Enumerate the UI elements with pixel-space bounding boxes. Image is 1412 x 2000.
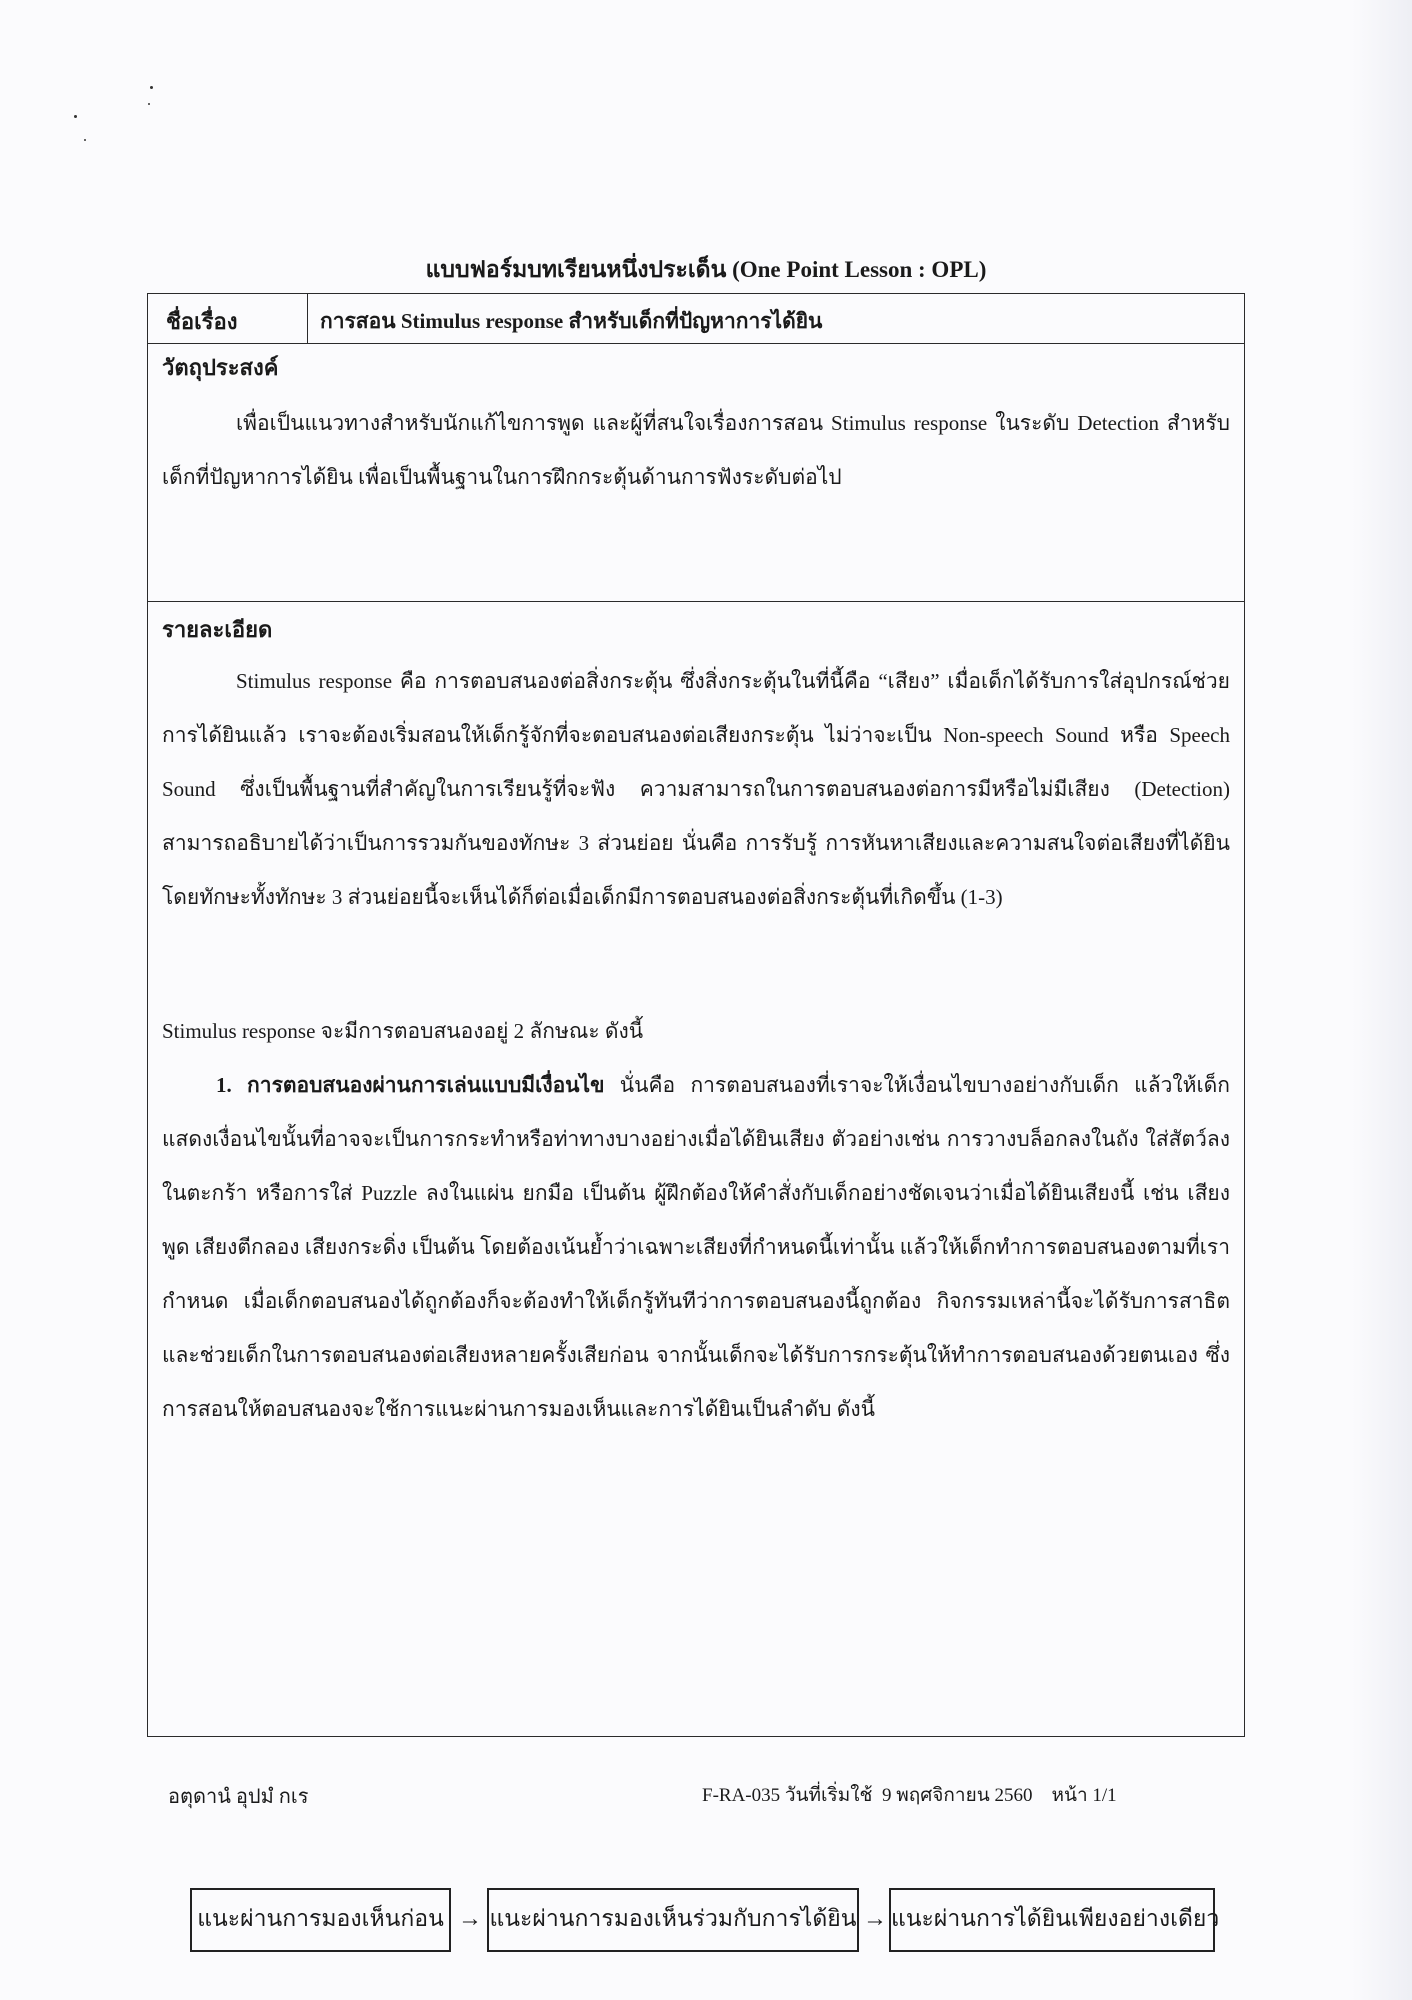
detail-heading: รายละเอียด xyxy=(162,617,273,642)
flow-step-visual: แนะผ่านการมองเห็นก่อน xyxy=(190,1888,451,1952)
arrow-right-icon: → xyxy=(458,1906,482,1932)
scan-speck xyxy=(148,103,150,105)
scan-shadow xyxy=(1352,0,1412,2000)
arrow-right-icon: → xyxy=(863,1906,887,1932)
cue-flow-diagram xyxy=(190,1888,1220,1952)
objective-text: เพื่อเป็นแนวทางสำหรับนักแก้ไขการพูด และผู้ที่สนใจเรื่องการสอน Stimulus response ในระดับ Detection สำหรับเด็กที่ปัญหาการได้ยิน เพื่อเป็นพื้นฐานในการฝึกกระตุ้นด้านการฟังระดับต่อไป xyxy=(162,411,1230,489)
footer-form-info: F-RA-035 วันที่เริ่มใช้ 9 พฤศจิกายน 2560 หน้า 1/1 xyxy=(702,1785,1117,1806)
flow-step-auditory-only: แนะผ่านการได้ยินเพียงอย่างเดียว xyxy=(889,1888,1215,1952)
topic-value: การสอน Stimulus response สำหรับเด็กที่ปัญหาการได้ยิน xyxy=(320,309,823,333)
topic-row xyxy=(148,294,1244,344)
scan-speck xyxy=(84,139,86,141)
detail-paragraph-1: Stimulus response คือ การตอบสนองต่อสิ่งกระตุ้น ซึ่งสิ่งกระตุ้นในที่นี้คือ “เสียง” เมื่อเด็กได้รับการใส่อุปกรณ์ช่วยการได้ยินแล้ว เราจะต้องเริ่มสอนให้เด็กรู้จักที่จะตอบสนองต่อเสียงกระตุ้น ไม่ว่าจะเป็น Non-speech Sound หรือ Speech Sound ซึ่งเป็นพื้นฐานที่สำคัญในการเรียนรู้ที่จะฟัง ความสามารถในการตอบสนองต่อการมีหรือไม่มีเสียง (Detection) สามารถอธิบายได้ว่าเป็นการรวมกันของทักษะ 3 ส่วนย่อย นั่นคือ การรับรู้ การหันหาเสียงและความสนใจต่อเสียงที่ได้ยิน โดยทักษะทั้งทักษะ 3 ส่วนย่อยนี้จะเห็นได้ก็ต่อเมื่อเด็กมีการตอบสนองต่อสิ่งกระตุ้นที่เกิดขึ้น (1-3) xyxy=(162,669,1230,909)
item-1-text: นั่นคือ การตอบสนองที่เราจะให้เงื่อนไขบางอย่างกับเด็ก แล้วให้เด็กแสดงเงื่อนไขนั้นที่อาจจะเป็นการกระทำหรือท่าทางบางอย่างเมื่อได้ยินเสียง ตัวอย่างเช่น การวางบล็อกลงในถัง ใส่สัตว์ลงในตะกร้า หรือการใส่ Puzzle ลงในแผ่น ยกมือ เป็นต้น ผู้ฝึกต้องให้คำสั่งกับเด็กอย่างชัดเจนว่าเมื่อได้ยินเสียงนี้ เช่น เสียงพูด เสียงตีกลอง เสียงกระดิ่ง เป็นต้น โดยต้องเน้นย้ำว่าเฉพาะเสียงที่กำหนดนี้เท่านั้น แล้วให้เด็กทำการตอบสนองตามที่เรากำหนด เมื่อเด็กตอบสนองได้ถูกต้องก็จะต้องทำให้เด็กรู้ทันทีว่าการตอบสนองนี้ถูกต้อง กิจกรรมเหล่านี้จะได้รับการสาธิตและช่วยเด็กในการตอบสนองต่อเสียงหลายครั้งเสียก่อน จากนั้นเด็กจะได้รับการกระตุ้นให้ทำการตอบสนองด้วยตนเอง ซึ่งการสอนให้ตอบสนองจะใช้การแนะผ่านการมองเห็นและการได้ยินเป็นลำดับ ดังนี้ xyxy=(162,1073,1230,1421)
item-1-lead: 1. การตอบสนองผ่านการเล่นแบบมีเงื่อนไข xyxy=(216,1073,605,1097)
topic-label: ชื่อเรื่อง xyxy=(148,294,308,343)
flow-step-visual-auditory: แนะผ่านการมองเห็นร่วมกับการได้ยิน xyxy=(487,1888,859,1952)
objective-section xyxy=(148,344,1244,602)
scan-speck xyxy=(150,86,153,89)
detail-item-1 xyxy=(162,1058,1230,1436)
footer-motto: อตุดานํ อุปมํ กเร xyxy=(168,1786,309,1808)
detail-intro-2: Stimulus response จะมีการตอบสนองอยู่ 2 ลักษณะ ดังนี้ xyxy=(162,1019,644,1043)
objective-heading: วัตถุประสงค์ xyxy=(162,355,279,380)
scan-speck xyxy=(74,115,77,118)
document-title: แบบฟอร์มบทเรียนหนึ่งประเด็น (One Point Lesson : OPL) xyxy=(425,257,987,282)
